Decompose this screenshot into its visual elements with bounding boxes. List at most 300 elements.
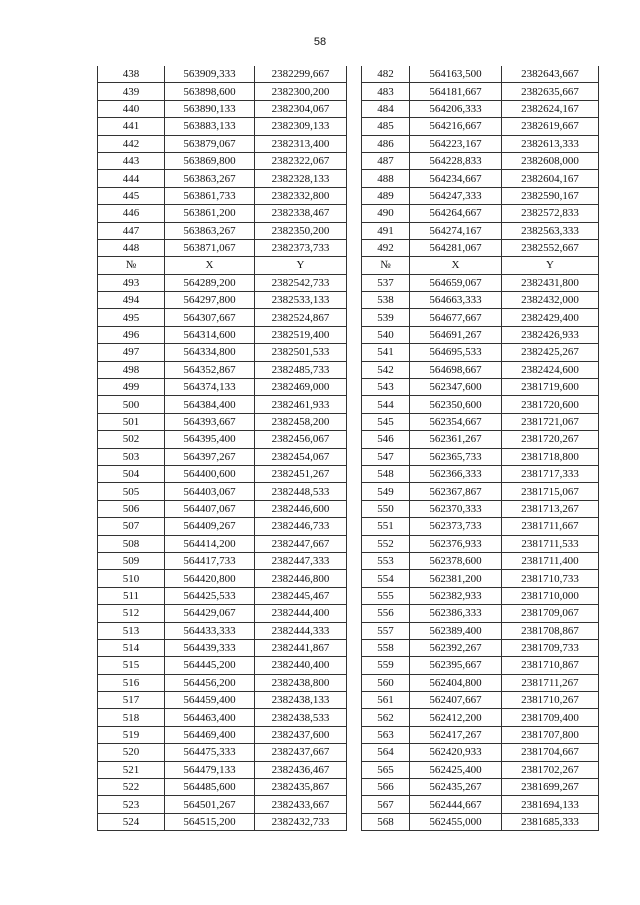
x-coordinate-cell: 564393,667 <box>165 413 255 430</box>
x-coordinate-cell: 564485,600 <box>165 779 255 796</box>
y-coordinate-cell: 2382373,733 <box>255 239 347 256</box>
y-coordinate-cell: 2382313,400 <box>255 135 347 152</box>
table-row <box>362 709 599 726</box>
x-coordinate-cell: 564691,267 <box>410 326 502 343</box>
x-coordinate-cell: 564403,067 <box>165 483 255 500</box>
table-row <box>362 274 599 291</box>
x-coordinate-cell: 564228,833 <box>410 152 502 169</box>
x-coordinate-cell: 562386,333 <box>410 605 502 622</box>
y-coordinate-cell: 2382446,600 <box>255 500 347 517</box>
x-coordinate-cell: 564677,667 <box>410 309 502 326</box>
table-row <box>98 152 347 169</box>
y-coordinate-cell: 2381715,067 <box>502 483 599 500</box>
point-number-cell: 484 <box>362 100 410 117</box>
y-coordinate-cell: 2382524,867 <box>255 309 347 326</box>
point-number-cell: 552 <box>362 535 410 552</box>
point-number-cell: 542 <box>362 361 410 378</box>
table-row <box>362 744 599 761</box>
x-coordinate-cell: 564409,267 <box>165 518 255 535</box>
y-coordinate-cell: 2382338,467 <box>255 205 347 222</box>
table-row <box>98 274 347 291</box>
x-coordinate-cell: 564698,667 <box>410 361 502 378</box>
table-row <box>98 396 347 413</box>
point-number-cell: 537 <box>362 274 410 291</box>
x-coordinate-cell: 563909,333 <box>165 66 255 83</box>
x-coordinate-cell: 564374,133 <box>165 379 255 396</box>
point-number-cell: 564 <box>362 744 410 761</box>
y-coordinate-cell: 2382328,133 <box>255 170 347 187</box>
point-number-cell: 511 <box>98 587 165 604</box>
y-coordinate-cell: 2382519,400 <box>255 326 347 343</box>
point-number-cell: 491 <box>362 222 410 239</box>
y-coordinate-cell: 2382501,533 <box>255 344 347 361</box>
x-coordinate-cell: 562425,400 <box>410 761 502 778</box>
y-coordinate-cell: 2382590,167 <box>502 187 599 204</box>
point-number-cell: 522 <box>98 779 165 796</box>
y-coordinate-cell: 2382444,400 <box>255 605 347 622</box>
table-row <box>362 796 599 813</box>
table-row <box>98 239 347 256</box>
y-coordinate-cell: 2382533,133 <box>255 292 347 309</box>
x-coordinate-cell: 562395,667 <box>410 657 502 674</box>
y-coordinate-cell: 2382613,333 <box>502 135 599 152</box>
point-number-cell: 482 <box>362 66 410 83</box>
point-number-cell: 521 <box>98 761 165 778</box>
point-number-cell: 567 <box>362 796 410 813</box>
point-number-cell: 560 <box>362 674 410 691</box>
x-coordinate-cell: 564445,200 <box>165 657 255 674</box>
table-row <box>98 709 347 726</box>
table-row <box>362 674 599 691</box>
x-coordinate-cell: 564420,800 <box>165 570 255 587</box>
y-coordinate-cell: 2382425,267 <box>502 344 599 361</box>
point-number-cell: 505 <box>98 483 165 500</box>
point-number-cell: 487 <box>362 152 410 169</box>
y-coordinate-cell: 2382461,933 <box>255 396 347 413</box>
header-num: № <box>98 257 165 274</box>
point-number-cell: 499 <box>98 379 165 396</box>
table-row <box>98 100 347 117</box>
x-coordinate-cell: 564216,667 <box>410 118 502 135</box>
table-row <box>98 66 347 83</box>
point-number-cell: 555 <box>362 587 410 604</box>
x-coordinate-cell: 564264,667 <box>410 205 502 222</box>
y-coordinate-cell: 2381708,867 <box>502 622 599 639</box>
point-number-cell: 441 <box>98 118 165 135</box>
point-number-cell: 494 <box>98 292 165 309</box>
y-coordinate-cell: 2382444,333 <box>255 622 347 639</box>
point-number-cell: 442 <box>98 135 165 152</box>
table-row <box>98 605 347 622</box>
y-coordinate-cell: 2382432,733 <box>255 813 347 830</box>
x-coordinate-cell: 564433,333 <box>165 622 255 639</box>
table-row <box>362 500 599 517</box>
x-coordinate-cell: 564439,333 <box>165 639 255 656</box>
point-number-cell: 438 <box>98 66 165 83</box>
table-row <box>362 639 599 656</box>
table-row <box>98 570 347 587</box>
point-number-cell: 445 <box>98 187 165 204</box>
y-coordinate-cell: 2382304,067 <box>255 100 347 117</box>
table-row <box>362 779 599 796</box>
table-row <box>362 222 599 239</box>
x-coordinate-cell: 562365,733 <box>410 448 502 465</box>
table-row <box>362 465 599 482</box>
y-coordinate-cell: 2381710,000 <box>502 587 599 604</box>
y-coordinate-cell: 2382332,800 <box>255 187 347 204</box>
y-coordinate-cell: 2382446,733 <box>255 518 347 535</box>
table-row <box>362 66 599 83</box>
table-row <box>362 431 599 448</box>
point-number-cell: 510 <box>98 570 165 587</box>
table-row <box>362 379 599 396</box>
point-number-cell: 447 <box>98 222 165 239</box>
point-number-cell: 502 <box>98 431 165 448</box>
y-coordinate-cell: 2381711,667 <box>502 518 599 535</box>
point-number-cell: 540 <box>362 326 410 343</box>
x-coordinate-cell: 562350,600 <box>410 396 502 413</box>
x-coordinate-cell: 564384,400 <box>165 396 255 413</box>
page-number: 58 <box>313 36 327 48</box>
y-coordinate-cell: 2382619,667 <box>502 118 599 135</box>
table-row <box>362 205 599 222</box>
y-coordinate-cell: 2382424,600 <box>502 361 599 378</box>
point-number-cell: 514 <box>98 639 165 656</box>
table-row <box>362 344 599 361</box>
x-coordinate-cell: 562417,267 <box>410 726 502 743</box>
x-coordinate-cell: 562354,667 <box>410 413 502 430</box>
y-coordinate-cell: 2382608,000 <box>502 152 599 169</box>
y-coordinate-cell: 2381711,400 <box>502 552 599 569</box>
y-coordinate-cell: 2382441,867 <box>255 639 347 656</box>
point-number-cell: 496 <box>98 326 165 343</box>
y-coordinate-cell: 2381711,267 <box>502 674 599 691</box>
point-number-cell: 504 <box>98 465 165 482</box>
point-number-cell: 517 <box>98 692 165 709</box>
y-coordinate-cell: 2382552,667 <box>502 239 599 256</box>
point-number-cell: 549 <box>362 483 410 500</box>
y-coordinate-cell: 2382431,800 <box>502 274 599 291</box>
table-row <box>98 674 347 691</box>
y-coordinate-cell: 2382451,267 <box>255 465 347 482</box>
header-num: № <box>362 257 410 274</box>
x-coordinate-cell: 562367,867 <box>410 483 502 500</box>
point-number-cell: 519 <box>98 726 165 743</box>
table-row <box>362 361 599 378</box>
x-coordinate-cell: 562455,000 <box>410 813 502 830</box>
table-row <box>98 761 347 778</box>
table-row <box>98 170 347 187</box>
x-coordinate-cell: 564456,200 <box>165 674 255 691</box>
y-coordinate-cell: 2381709,400 <box>502 709 599 726</box>
x-coordinate-cell: 564352,867 <box>165 361 255 378</box>
x-coordinate-cell: 564223,167 <box>410 135 502 152</box>
table-row <box>98 779 347 796</box>
y-coordinate-cell: 2382446,800 <box>255 570 347 587</box>
table-row <box>98 135 347 152</box>
coordinates-table-left <box>97 66 347 831</box>
table-row <box>98 622 347 639</box>
table-row <box>98 500 347 517</box>
y-coordinate-cell: 2381720,267 <box>502 431 599 448</box>
y-coordinate-cell: 2382643,667 <box>502 66 599 83</box>
x-coordinate-cell: 564663,333 <box>410 292 502 309</box>
y-coordinate-cell: 2382438,800 <box>255 674 347 691</box>
x-coordinate-cell: 564397,267 <box>165 448 255 465</box>
table-row <box>98 552 347 569</box>
y-coordinate-cell: 2382448,533 <box>255 483 347 500</box>
y-coordinate-cell: 2382635,667 <box>502 83 599 100</box>
y-coordinate-cell: 2382426,933 <box>502 326 599 343</box>
table-row <box>98 535 347 552</box>
point-number-cell: 448 <box>98 239 165 256</box>
y-coordinate-cell: 2381721,067 <box>502 413 599 430</box>
x-coordinate-cell: 564314,600 <box>165 326 255 343</box>
y-coordinate-cell: 2382563,333 <box>502 222 599 239</box>
x-coordinate-cell: 562381,200 <box>410 570 502 587</box>
header-y: Y <box>255 257 347 274</box>
y-coordinate-cell: 2382437,667 <box>255 744 347 761</box>
table-row <box>98 744 347 761</box>
point-number-cell: 556 <box>362 605 410 622</box>
y-coordinate-cell: 2381709,067 <box>502 605 599 622</box>
point-number-cell: 488 <box>362 170 410 187</box>
table-row <box>98 187 347 204</box>
x-coordinate-cell: 562407,667 <box>410 692 502 709</box>
x-coordinate-cell: 562370,333 <box>410 500 502 517</box>
point-number-cell: 495 <box>98 309 165 326</box>
x-coordinate-cell: 562376,933 <box>410 535 502 552</box>
y-coordinate-cell: 2381710,267 <box>502 692 599 709</box>
point-number-cell: 489 <box>362 187 410 204</box>
table-row <box>98 83 347 100</box>
x-coordinate-cell: 564334,800 <box>165 344 255 361</box>
x-coordinate-cell: 562435,267 <box>410 779 502 796</box>
point-number-cell: 508 <box>98 535 165 552</box>
point-number-cell: 546 <box>362 431 410 448</box>
table-row <box>362 726 599 743</box>
x-coordinate-cell: 564289,200 <box>165 274 255 291</box>
y-coordinate-cell: 2381694,133 <box>502 796 599 813</box>
y-coordinate-cell: 2381702,267 <box>502 761 599 778</box>
y-coordinate-cell: 2381704,667 <box>502 744 599 761</box>
table-row <box>98 465 347 482</box>
point-number-cell: 548 <box>362 465 410 482</box>
point-number-cell: 500 <box>98 396 165 413</box>
point-number-cell: 524 <box>98 813 165 830</box>
y-coordinate-cell: 2382456,067 <box>255 431 347 448</box>
y-coordinate-cell: 2382437,600 <box>255 726 347 743</box>
x-coordinate-cell: 564515,200 <box>165 813 255 830</box>
y-coordinate-cell: 2382322,067 <box>255 152 347 169</box>
point-number-cell: 550 <box>362 500 410 517</box>
table-row <box>362 135 599 152</box>
table-row <box>98 379 347 396</box>
table-row <box>98 657 347 674</box>
table-row <box>98 639 347 656</box>
y-coordinate-cell: 2381711,533 <box>502 535 599 552</box>
table-row <box>98 344 347 361</box>
y-coordinate-cell: 2381720,600 <box>502 396 599 413</box>
table-row <box>98 692 347 709</box>
y-coordinate-cell: 2381707,800 <box>502 726 599 743</box>
coordinates-table-right <box>361 66 599 831</box>
point-number-cell: 503 <box>98 448 165 465</box>
point-number-cell: 563 <box>362 726 410 743</box>
y-coordinate-cell: 2382447,667 <box>255 535 347 552</box>
x-coordinate-cell: 562382,933 <box>410 587 502 604</box>
point-number-cell: 545 <box>362 413 410 430</box>
table-row <box>362 187 599 204</box>
y-coordinate-cell: 2381718,800 <box>502 448 599 465</box>
table-row <box>362 761 599 778</box>
point-number-cell: 568 <box>362 813 410 830</box>
table-row <box>98 431 347 448</box>
point-number-cell: 486 <box>362 135 410 152</box>
table-row <box>362 448 599 465</box>
y-coordinate-cell: 2381709,733 <box>502 639 599 656</box>
point-number-cell: 497 <box>98 344 165 361</box>
point-number-cell: 509 <box>98 552 165 569</box>
y-coordinate-cell: 2382438,133 <box>255 692 347 709</box>
point-number-cell: 518 <box>98 709 165 726</box>
table-row <box>362 83 599 100</box>
point-number-cell: 440 <box>98 100 165 117</box>
point-number-cell: 490 <box>362 205 410 222</box>
point-number-cell: 483 <box>362 83 410 100</box>
header-y: Y <box>502 257 599 274</box>
point-number-cell: 516 <box>98 674 165 691</box>
table-row <box>98 222 347 239</box>
table-row <box>362 170 599 187</box>
point-number-cell: 539 <box>362 309 410 326</box>
table-row <box>362 483 599 500</box>
x-coordinate-cell: 564429,067 <box>165 605 255 622</box>
point-number-cell: 446 <box>98 205 165 222</box>
table-row <box>98 309 347 326</box>
y-coordinate-cell: 2382438,533 <box>255 709 347 726</box>
x-coordinate-cell: 564417,733 <box>165 552 255 569</box>
x-coordinate-cell: 562361,267 <box>410 431 502 448</box>
point-number-cell: 565 <box>362 761 410 778</box>
x-coordinate-cell: 564659,067 <box>410 274 502 291</box>
table-row <box>98 205 347 222</box>
point-number-cell: 541 <box>362 344 410 361</box>
y-coordinate-cell: 2382350,200 <box>255 222 347 239</box>
table-row <box>98 361 347 378</box>
table-row <box>98 587 347 604</box>
y-coordinate-cell: 2382458,200 <box>255 413 347 430</box>
table-row <box>98 813 347 830</box>
x-coordinate-cell: 564247,333 <box>410 187 502 204</box>
x-coordinate-cell: 562373,733 <box>410 518 502 535</box>
point-number-cell: 444 <box>98 170 165 187</box>
x-coordinate-cell: 564414,200 <box>165 535 255 552</box>
table-row <box>98 726 347 743</box>
table-row <box>362 413 599 430</box>
table-row <box>362 587 599 604</box>
header-row <box>362 257 599 274</box>
point-number-cell: 443 <box>98 152 165 169</box>
point-number-cell: 554 <box>362 570 410 587</box>
point-number-cell: 507 <box>98 518 165 535</box>
x-coordinate-cell: 564469,400 <box>165 726 255 743</box>
x-coordinate-cell: 564297,800 <box>165 292 255 309</box>
x-coordinate-cell: 563883,133 <box>165 118 255 135</box>
x-coordinate-cell: 563890,133 <box>165 100 255 117</box>
table-row <box>362 326 599 343</box>
header-x: X <box>165 257 255 274</box>
x-coordinate-cell: 564395,400 <box>165 431 255 448</box>
y-coordinate-cell: 2381710,733 <box>502 570 599 587</box>
point-number-cell: 543 <box>362 379 410 396</box>
point-number-cell: 547 <box>362 448 410 465</box>
x-coordinate-cell: 564479,133 <box>165 761 255 778</box>
table-row <box>98 413 347 430</box>
y-coordinate-cell: 2382624,167 <box>502 100 599 117</box>
x-coordinate-cell: 564459,400 <box>165 692 255 709</box>
x-coordinate-cell: 562444,667 <box>410 796 502 813</box>
x-coordinate-cell: 564307,667 <box>165 309 255 326</box>
x-coordinate-cell: 563861,200 <box>165 205 255 222</box>
x-coordinate-cell: 564181,667 <box>410 83 502 100</box>
x-coordinate-cell: 563863,267 <box>165 222 255 239</box>
x-coordinate-cell: 564501,267 <box>165 796 255 813</box>
y-coordinate-cell: 2382469,000 <box>255 379 347 396</box>
point-number-cell: 562 <box>362 709 410 726</box>
table-row <box>362 570 599 587</box>
y-coordinate-cell: 2381699,267 <box>502 779 599 796</box>
table-row <box>362 657 599 674</box>
x-coordinate-cell: 563898,600 <box>165 83 255 100</box>
table-row <box>98 292 347 309</box>
x-coordinate-cell: 562378,600 <box>410 552 502 569</box>
point-number-cell: 559 <box>362 657 410 674</box>
y-coordinate-cell: 2382572,833 <box>502 205 599 222</box>
point-number-cell: 498 <box>98 361 165 378</box>
point-number-cell: 513 <box>98 622 165 639</box>
y-coordinate-cell: 2382542,733 <box>255 274 347 291</box>
point-number-cell: 551 <box>362 518 410 535</box>
y-coordinate-cell: 2382440,400 <box>255 657 347 674</box>
table-row <box>98 796 347 813</box>
table-row <box>362 535 599 552</box>
x-coordinate-cell: 564400,600 <box>165 465 255 482</box>
x-coordinate-cell: 563879,067 <box>165 135 255 152</box>
point-number-cell: 523 <box>98 796 165 813</box>
point-number-cell: 439 <box>98 83 165 100</box>
y-coordinate-cell: 2382309,133 <box>255 118 347 135</box>
x-coordinate-cell: 564206,333 <box>410 100 502 117</box>
x-coordinate-cell: 564234,667 <box>410 170 502 187</box>
table-row <box>362 239 599 256</box>
x-coordinate-cell: 564463,400 <box>165 709 255 726</box>
x-coordinate-cell: 564163,500 <box>410 66 502 83</box>
point-number-cell: 561 <box>362 692 410 709</box>
table-row <box>362 396 599 413</box>
y-coordinate-cell: 2381717,333 <box>502 465 599 482</box>
header-x: X <box>410 257 502 274</box>
table-row <box>362 100 599 117</box>
point-number-cell: 501 <box>98 413 165 430</box>
point-number-cell: 493 <box>98 274 165 291</box>
y-coordinate-cell: 2381713,267 <box>502 500 599 517</box>
point-number-cell: 553 <box>362 552 410 569</box>
y-coordinate-cell: 2382485,733 <box>255 361 347 378</box>
point-number-cell: 512 <box>98 605 165 622</box>
point-number-cell: 566 <box>362 779 410 796</box>
x-coordinate-cell: 562392,267 <box>410 639 502 656</box>
